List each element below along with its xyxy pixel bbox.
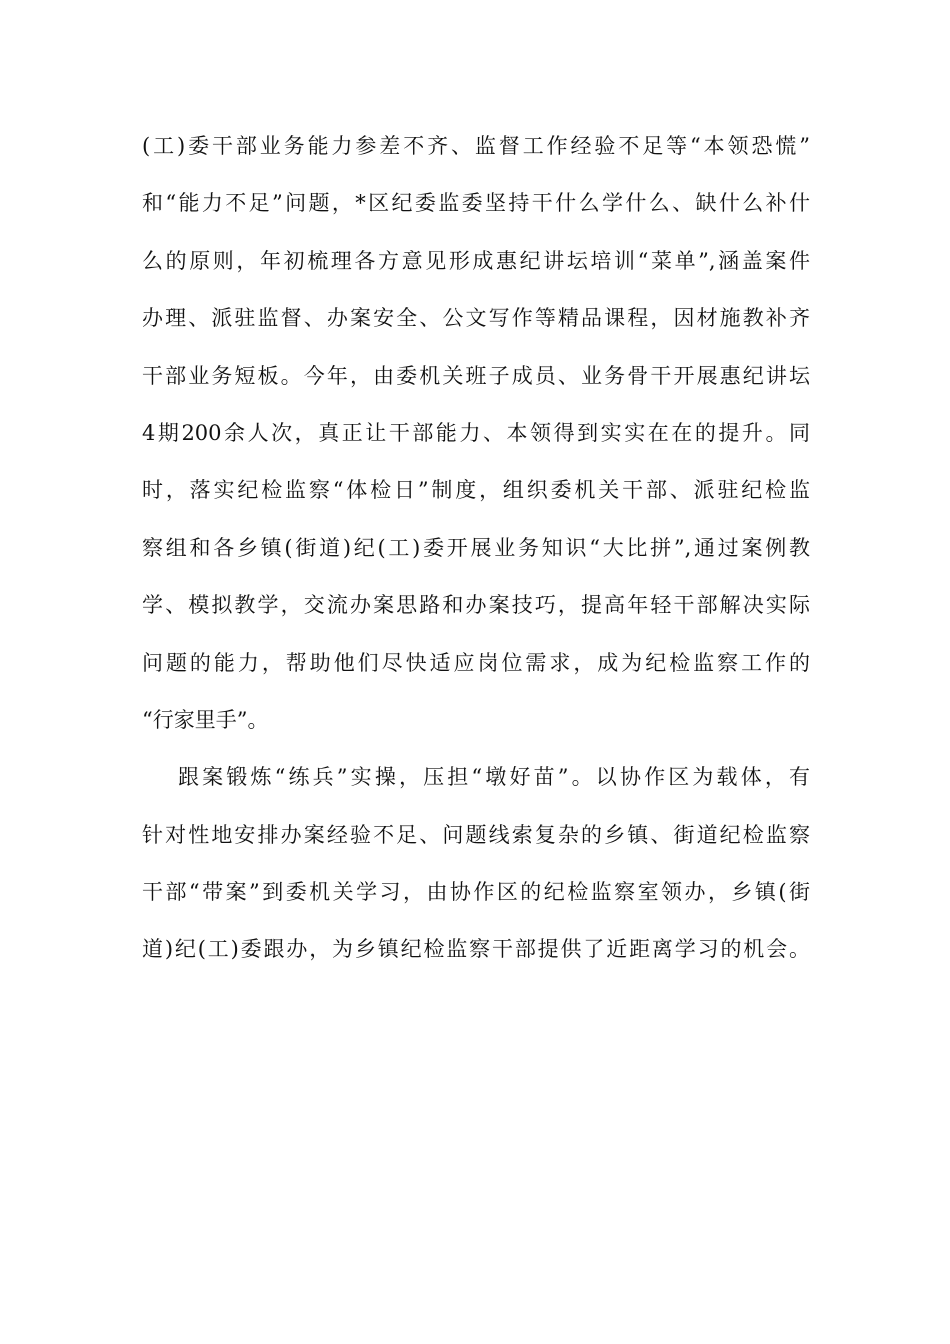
text-line: 问题的能力，帮助他们尽快适应岗位需求，成为纪检监察工作的: [142, 650, 810, 675]
body-text: [142, 118, 810, 979]
text-line: 么的原则，年初梳理各方意见形成惠纪讲坛培训“菜单”,涵盖案件: [142, 248, 810, 273]
text-line: 察组和各乡镇(街道)纪(工)委开展业务知识“大比拼”,通过案例教: [142, 535, 810, 560]
text-line: 4期200余人次，真正让干部能力、本领得到实实在在的提升。同: [142, 420, 810, 445]
text-line: 干部业务短板。今年，由委机关班子成员、业务骨干开展惠纪讲坛: [142, 363, 810, 388]
text-line: 和“能力不足”问题，*区纪委监委坚持干什么学什么、缺什么补什: [142, 191, 810, 216]
text-line: 办理、派驻监督、办案安全、公文写作等精品课程，因材施教补齐: [142, 306, 810, 331]
text-line: 道)纪(工)委跟办，为乡镇纪检监察干部提供了近距离学习的机会。: [142, 937, 810, 962]
paragraph-start-line: 跟案锻炼“练兵”实操，压担“墩好苗”。以协作区为载体，有: [178, 765, 810, 790]
text-line: 时，落实纪检监察“体检日”制度，组织委机关干部、派驻纪检监: [142, 478, 810, 503]
text-line: 针对性地安排办案经验不足、问题线索复杂的乡镇、街道纪检监察: [142, 822, 810, 847]
text-line: 学、模拟教学，交流办案思路和办案技巧，提高年轻干部解决实际: [142, 593, 810, 618]
paragraph-end-line: “行家里手”。: [142, 707, 269, 732]
text-line: (工)委干部业务能力参差不齐、监督工作经验不足等“本领恐慌”: [142, 134, 810, 158]
text-line: 干部“带案”到委机关学习，由协作区的纪检监察室领办，乡镇(街: [142, 880, 810, 905]
